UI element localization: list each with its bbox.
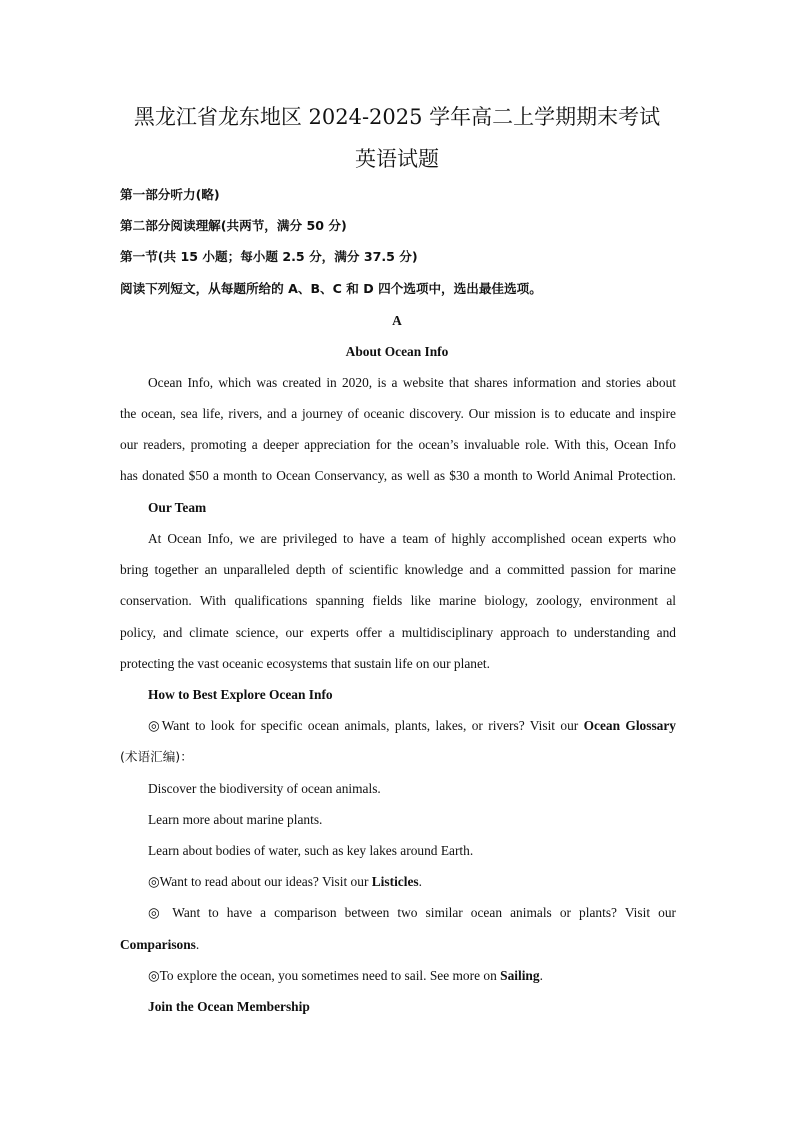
intro-line: the ocean, sea life, rivers, and a journey of oceanic discovery. Our mission is to educate and inspire [120, 406, 676, 421]
comparisons-link: Comparisons [120, 937, 196, 952]
team-line: protecting the vast oceanic ecosystems that sustain life on our planet. [120, 656, 490, 671]
glossary-item: Discover the biodiversity of ocean animals. [148, 781, 381, 796]
comparisons-period: . [195, 937, 200, 952]
glossary-note: (术语汇编)： [120, 749, 193, 764]
part2-heading: 第二部分阅读理解(共两节，满分 50 分) [120, 218, 347, 233]
team-line: conservation. With qualifications spanning fields like marine biology, zoology, environment al [120, 593, 676, 608]
document-title: 黑龙江省龙东地区 2024-2025 学年高二上学期期末考试 [133, 105, 661, 129]
team-line: At Ocean Info, we are privileged to have a team of highly accomplished ocean experts who [148, 531, 676, 546]
listicles-text: ◎Want to read about our ideas? Visit our [148, 874, 372, 889]
glossary-text: ◎Want to look for specific ocean animals, plants, lakes, or rivers? Visit our [148, 718, 584, 733]
glossary-item: Learn about bodies of water, such as key lakes around Earth. [148, 843, 474, 858]
intro-line: our readers, promoting a deeper appreciation for the ocean’s invaluable role. With this, Ocean Info [120, 437, 676, 452]
passage-title: About Ocean Info [345, 344, 449, 359]
listicles-period: . [418, 874, 422, 889]
intro-line: has donated $50 a month to Ocean Conservancy, as well as $30 a month to World Animal Protection. [120, 468, 676, 483]
sailing-period: . [539, 968, 543, 983]
section1-heading: 第一节(共 15 小题；每小题 2.5 分，满分 37.5 分) [120, 249, 418, 264]
listicles-line [148, 873, 676, 891]
team-line: bring together an unparalleled depth of scientific knowledge and a committed passion for marine [120, 562, 676, 577]
team-heading: Our Team [148, 500, 207, 515]
sailing-line [148, 967, 676, 985]
comparisons-line: ◎ Want to have a comparison between two similar ocean animals or plants? Visit our [148, 905, 676, 920]
passage-label: A [392, 313, 402, 328]
part1-heading: 第一部分听力(略) [120, 187, 220, 202]
document-subtitle: 英语试题 [355, 147, 439, 171]
sailing-text: ◎To explore the ocean, you sometimes need to sail. See more on [148, 968, 501, 983]
explore-heading: How to Best Explore Ocean Info [148, 687, 333, 702]
intro-line: Ocean Info, which was created in 2020, is a website that shares information and stories about [148, 375, 676, 390]
ocean-glossary-link: Ocean Glossary [583, 718, 676, 733]
directions-text: 阅读下列短文，从每题所给的 A、B、C 和 D 四个选项中，选出最佳选项。 [120, 281, 542, 296]
membership-heading: Join the Ocean Membership [148, 999, 310, 1014]
sailing-link: Sailing [500, 968, 540, 983]
listicles-link: Listicles [371, 874, 419, 889]
glossary-item: Learn more about marine plants. [148, 812, 323, 827]
team-line: policy, and climate science, our experts offer a multidisciplinary approach to understanding and [120, 625, 676, 640]
comparisons-line-end [120, 936, 676, 954]
glossary-line [148, 717, 676, 735]
